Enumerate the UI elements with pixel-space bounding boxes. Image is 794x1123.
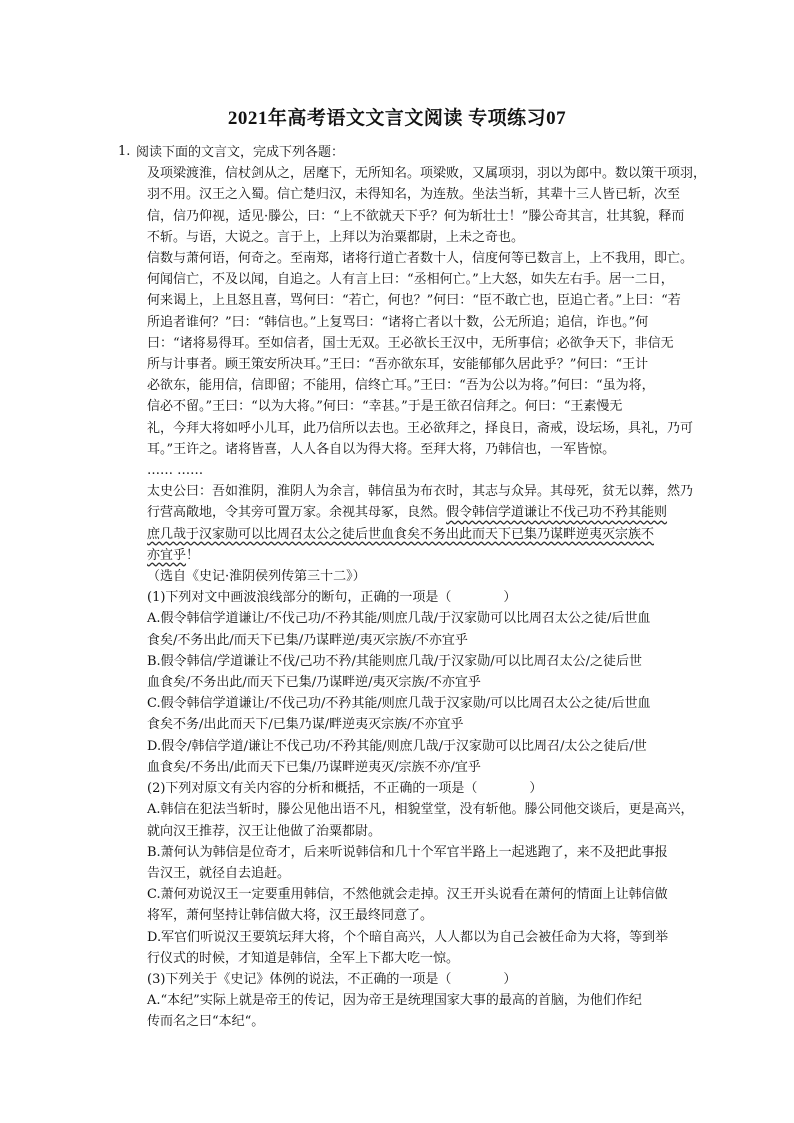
- passage-line-wavy: [147, 502, 707, 523]
- option-line: 将军，萧何坚持让韩信做大将，汉王最终同意了。: [147, 908, 434, 924]
- passage-text: 行营高敞地，令其旁可置万家。余视其母冢，良然。假令韩信学道谦让不伐己功不矜其能则: [147, 505, 668, 521]
- passage-line: 何来谒上，上且怒且喜，骂何曰：“若亡，何也？”何曰：“臣不敢亡也，臣追亡者。”上曰：“若: [147, 293, 681, 309]
- question-body: [136, 142, 707, 1033]
- passage-line-wavy: [147, 524, 707, 545]
- option-line: C.假令韩信学道谦让/不伐己功/不矜其能/则庶几哉于汉家勋/可以比周召太公之徒/后世血: [147, 696, 651, 712]
- option-line: 血食矣/不务出此/而天下已集/乃谋畔逆/夷灭宗族/不亦宜乎: [147, 675, 481, 691]
- passage-line: 何闻信亡，不及以闻，自追之。人有言上曰：“丞相何亡。”上大怒，如失左右手。居一二日，: [147, 272, 674, 288]
- passage-line: 所与计事者。顾王策安所决耳。”王曰：“吾亦欲东耳，安能郁郁久居此乎？”何曰：“王计: [147, 357, 649, 373]
- wavy-underlined-text: 庶几哉于汉家勋可以比周召太公之徒后世血食矣不务出此而天下已集乃谋畔逆夷灭宗族不: [147, 526, 655, 542]
- passage-line: 信，信乃仰视，适见·滕公，曰：“上不欲就天下乎？何为斩壮士！”滕公奇其言，壮其貌，释而: [147, 208, 685, 224]
- option-line: 就向汉王推荐，汉王让他做了治粟都尉。: [147, 823, 382, 839]
- passage-line: 耳。”王许之。诸将皆喜，人人各自以为得大将。至拜大将，乃韩信也，一军皆惊。: [147, 441, 616, 457]
- option-line: C.萧何劝说汉王一定要重用韩信，不然他就会走掉。汉王开头说看在萧何的情面上让韩信做: [147, 887, 668, 903]
- passage-text: [147, 527, 654, 542]
- option-line: 食矣/不务出此/而天下已集/乃谋畔逆/夷灭宗族/不亦宜乎: [147, 632, 468, 648]
- passage-line: 不斩。与语，大说之。言于上，上拜以为治粟都尉，上未之奇也。: [147, 229, 525, 245]
- question-number: 1.: [118, 144, 131, 159]
- passage-line: 信必不留。”王曰：“以为大将。”何曰：“幸甚。”于是王欲召信拜之。何曰：“王素慢无: [147, 399, 623, 415]
- ellipsis-line: …… ……: [147, 463, 204, 479]
- instruction-line: 阅读下面的文言文，完成下列各题：: [136, 145, 345, 160]
- sub-question-3: (3)下列关于《史记》体例的说法，不正确的一项是（ ）: [147, 971, 517, 987]
- option-line: D.假令/韩信学道/谦让不伐己功/不矜其能/则庶几哉/于汉家勋可以比周召/太公之徒后/世: [147, 738, 647, 754]
- option-line: B.假令韩信/学道谦让不伐/己功不矜/其能则庶几哉/于汉家勋/可以比周召太公/之徒后世: [147, 653, 642, 669]
- wavy-underlined-text: 假令韩信学道谦让不伐己功不矜其能则: [446, 505, 668, 521]
- option-line: 传而名之曰“本纪“。: [147, 1014, 265, 1030]
- option-line: 行仪式的时候，才知道是韩信，全军上下都大吃一惊。: [147, 950, 460, 966]
- passage-line: 羽不用。汉王之入蜀。信亡楚归汉，未得知名，为连敖。坐法当斩，其辈十三人皆已斩，次至: [147, 187, 681, 203]
- wavy-underlined-text: 亦宜乎: [147, 547, 187, 563]
- passage-line: 太史公曰：吾如淮阴，淮阴人为余言，韩信虽为布衣时，其志与众异。其母死，贫无以葬，然乃: [147, 484, 694, 500]
- option-line: B.萧何认为韩信是位奇才，后来听说韩信和几十个军官半路上一起逃跑了，来不及把此事报: [147, 844, 668, 860]
- option-line: A.韩信在犯法当斩时，滕公见他出语不凡，相貌堂堂，没有斩他。滕公同他交谈后，更是高兴，: [147, 802, 694, 818]
- sub-question-1: (1)下列对文中画波浪线部分的断句，正确的一项是（ ）: [147, 590, 517, 606]
- passage-line: 所追者谁何？”曰：“韩信也。”上复骂曰：“诸将亡者以十数，公无所追；追信，诈也。”何: [147, 314, 649, 330]
- passage-line: 曰：“诸将易得耳。至如信者，国士无双。王必欲长王汉中，无所事信；必欲争天下，非信无: [147, 335, 674, 351]
- passage-line: 信数与萧何语，何奇之。至南郑，诸将行道亡者数十人，信度何等已数言上，上不我用，即亡。: [147, 251, 694, 267]
- passage-line: 必欲东，能用信，信即留；不能用，信终亡耳。”王曰：“吾为公以为将。”何曰：“虽为将，: [147, 378, 655, 394]
- sub-question-2: (2)下列对原文有关内容的分析和概括，不正确的一项是（ ）: [147, 781, 543, 797]
- option-line: 血食矣/不务出/此而天下已集/乃谋畔逆夷灭/宗族不亦/宜乎: [147, 759, 481, 775]
- option-line: 告汉王，就径自去追赶。: [147, 865, 291, 881]
- option-line: 食矣不务/出此而天下/已集乃谋/畔逆夷灭宗族/不亦宜乎: [147, 717, 464, 733]
- option-line: D.军官们听说汉王要筑坛拜大将，个个暗自高兴，人人都以为自己会被任命为大将，等到举: [147, 929, 669, 945]
- passage-line: 及项梁渡淮，信杖剑从之，居麾下，无所知名。项梁败，又属项羽，羽以为郎中。数以策干项羽，: [147, 166, 707, 182]
- passage-line: 亦宜乎！: [147, 547, 200, 563]
- page-title: 2021年高考语文文言文阅读 专项练习07: [227, 108, 567, 129]
- passage-line: 礼，今拜大将如呼小儿耳，此乃信所以去也。王必欲拜之，择良日，斋戒，设坛场，具礼，乃可: [147, 420, 694, 436]
- source-citation: （选自《史记·淮阴侯列传第三十二》）: [147, 569, 366, 585]
- option-line: A.“本纪”实际上就是帝王的传记，因为帝王是统理国家大事的最高的首脑，为他们作纪: [147, 993, 642, 1009]
- option-line: A.假令韩信学道谦让/不伐己功/不矜其能/则庶几哉/于汉家勋可以比周召太公之徒/后世血: [147, 611, 651, 627]
